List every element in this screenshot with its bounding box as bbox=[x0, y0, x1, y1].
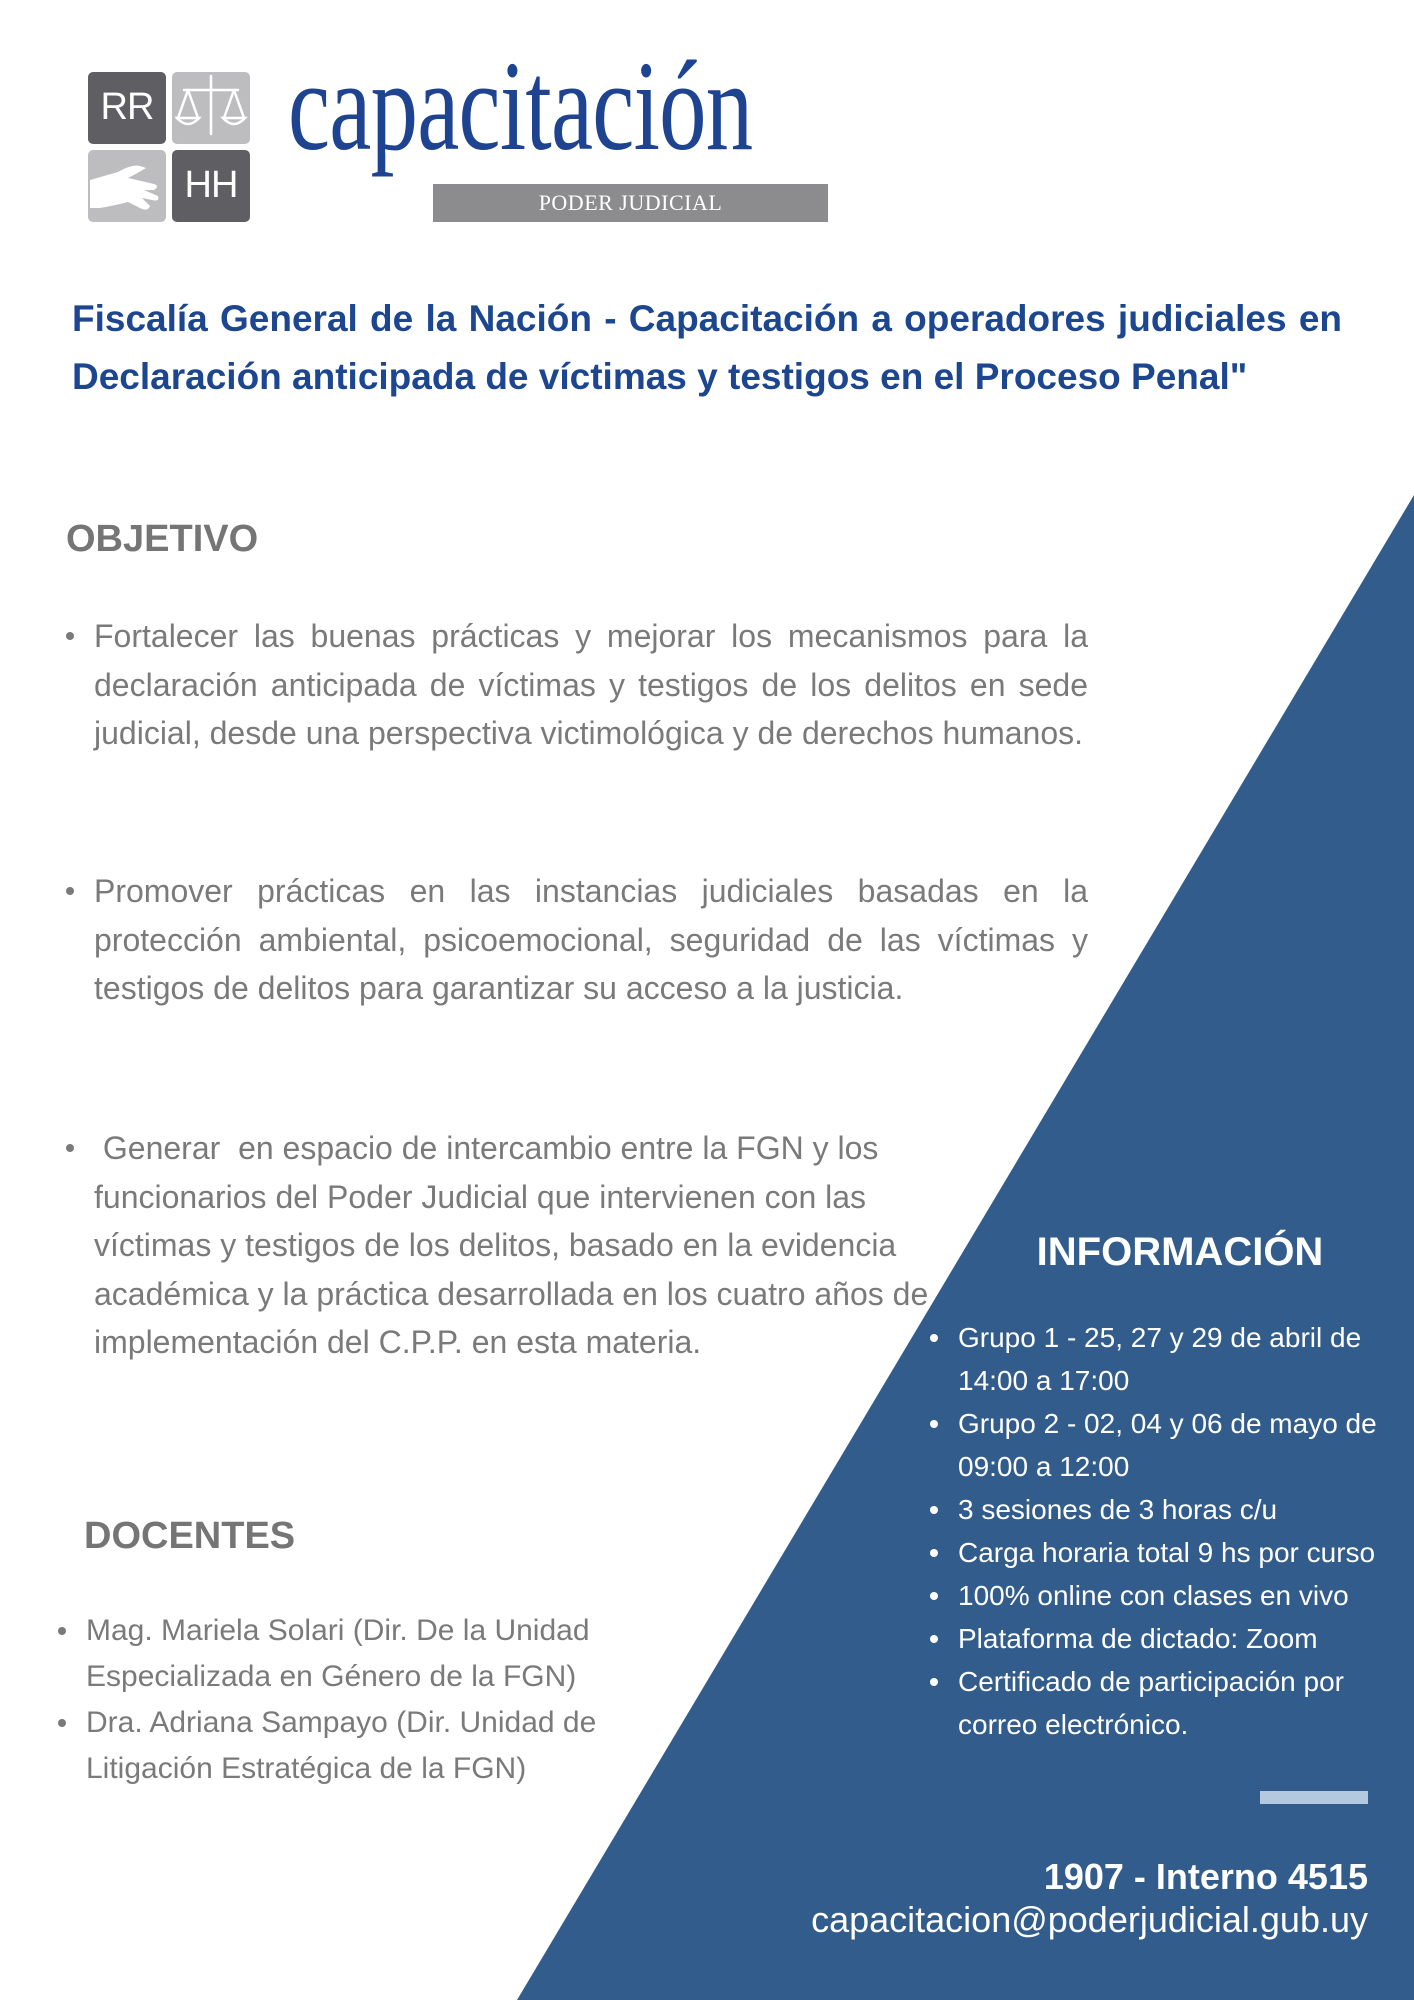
objetivo-item-text: Generar en espacio de intercambio entre la FGN y los funcionarios del Poder Judicial que intervienen con las víctimas y testigos de los delitos, basado en la evidencia académica y la práctica desarrollada en los cuatro años de implementación del C.P.P. en esta materia. bbox=[94, 1130, 938, 1360]
info-item-certificado: Certificado de participación por correo electrónico. bbox=[930, 1660, 1404, 1746]
informacion-list bbox=[930, 1316, 1404, 1746]
page-title: Fiscalía General de la Nación - Capacitación a operadores judiciales en Declaración anticipada de víctimas y testigos en el Proceso Penal" bbox=[72, 298, 1342, 397]
logo-cell-hh bbox=[172, 150, 250, 222]
hand-icon bbox=[88, 150, 166, 222]
scale-icon bbox=[172, 72, 250, 144]
docente-item: Mag. Mariela Solari (Dir. De la Unidad Especializada en Género de la FGN) bbox=[58, 1608, 698, 1700]
info-divider bbox=[1260, 1791, 1368, 1804]
logo-hh-text: HH bbox=[184, 164, 238, 206]
contact-email-link[interactable]: capacitacion@poderjudicial.gub.uy bbox=[811, 1899, 1368, 1940]
logo-cell-rr bbox=[88, 72, 166, 144]
objetivo-item: Fortalecer las buenas prácticas y mejorar los mecanismos para la declaración anticipada de víctimas y testigos de los delitos en sede judicial, desde una perspectiva victimológica y de derechos humanos. bbox=[66, 612, 1088, 758]
objetivo-list-2 bbox=[66, 867, 1088, 1013]
info-item-sesiones: 3 sesiones de 3 horas c/u bbox=[930, 1488, 1404, 1531]
docentes-heading: DOCENTES bbox=[84, 1515, 296, 1557]
info-item-online: 100% online con clases en vivo bbox=[930, 1574, 1404, 1617]
objetivo-heading: OBJETIVO bbox=[66, 518, 259, 560]
docente-item: Dra. Adriana Sampayo (Dir. Unidad de Litigación Estratégica de la FGN) bbox=[58, 1700, 698, 1792]
objetivo-item: Promover prácticas en las instancias judiciales basadas en la protección ambiental, psicoemocional, seguridad de las víctimas y testigos de delitos para garantizar su acceso a la justicia. bbox=[66, 867, 1088, 1013]
objetivo-list-1 bbox=[66, 612, 1088, 758]
informacion-heading: INFORMACIÓN bbox=[1036, 1230, 1324, 1274]
info-item-grupo-1: Grupo 1 - 25, 27 y 29 de abril de 14:00 a 17:00 bbox=[930, 1316, 1404, 1402]
contact-phone: 1907 - Interno 4515 bbox=[1043, 1856, 1368, 1897]
rrhh-logo-mark bbox=[88, 72, 252, 224]
logo-band-poder-judicial: PODER JUDICIAL bbox=[433, 184, 828, 222]
info-item-grupo-2: Grupo 2 - 02, 04 y 06 de mayo de 09:00 a 12:00 bbox=[930, 1402, 1404, 1488]
logo-wordmark: capacitación bbox=[288, 35, 753, 177]
info-item-plataforma: Plataforma de dictado: Zoom bbox=[930, 1617, 1404, 1660]
objetivo-list-3 bbox=[66, 1124, 966, 1367]
docentes-list bbox=[58, 1608, 698, 1792]
info-item-carga-horaria: Carga horaria total 9 hs por curso bbox=[930, 1531, 1404, 1574]
logo-rr-text: RR bbox=[100, 86, 154, 128]
objetivo-item bbox=[66, 1124, 966, 1367]
